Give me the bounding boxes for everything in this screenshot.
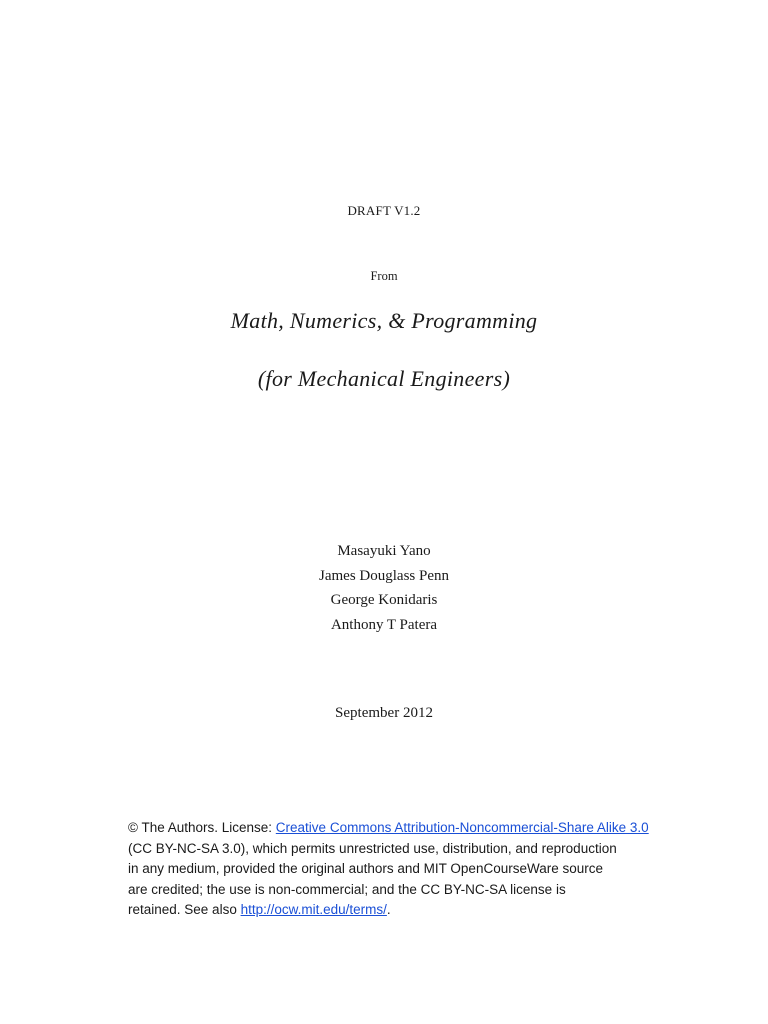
book-title: Math, Numerics, & Programming [230, 308, 538, 333]
author-name: James Douglass Penn [319, 567, 449, 584]
terms-link[interactable]: http://ocw.mit.edu/terms/ [240, 902, 387, 917]
copyright-text: © The Authors. License: [128, 820, 276, 835]
license-line-4: are credited; the use is non-commercial; and the CC BY-NC-SA license is [128, 881, 566, 897]
draft-version-label: DRAFT V1.2 [347, 203, 421, 218]
author-name: Masayuki Yano [337, 543, 431, 559]
period-text: . [386, 902, 391, 917]
author-list [0, 539, 768, 637]
license-line-3: in any medium, provided the original authors and MIT OpenCourseWare source [128, 861, 603, 876]
author-name: Anthony T Patera [330, 616, 438, 633]
see-also-text: retained. See also [128, 902, 241, 917]
license-line-5 [128, 900, 688, 921]
license-notice [128, 818, 688, 921]
book-subtitle: (for Mechanical Engineers) [257, 366, 511, 391]
license-link[interactable]: Creative Commons Attribution-Noncommercial-Share Alike 3.0 [275, 820, 649, 835]
author-name: George Konidaris [330, 592, 438, 608]
license-line-2: (CC BY-NC-SA 3.0), which permits unrestricted use, distribution, and reproduction [128, 840, 617, 856]
from-label: From [370, 269, 398, 283]
license-line-1 [128, 818, 688, 839]
publication-date: September 2012 [335, 705, 433, 721]
